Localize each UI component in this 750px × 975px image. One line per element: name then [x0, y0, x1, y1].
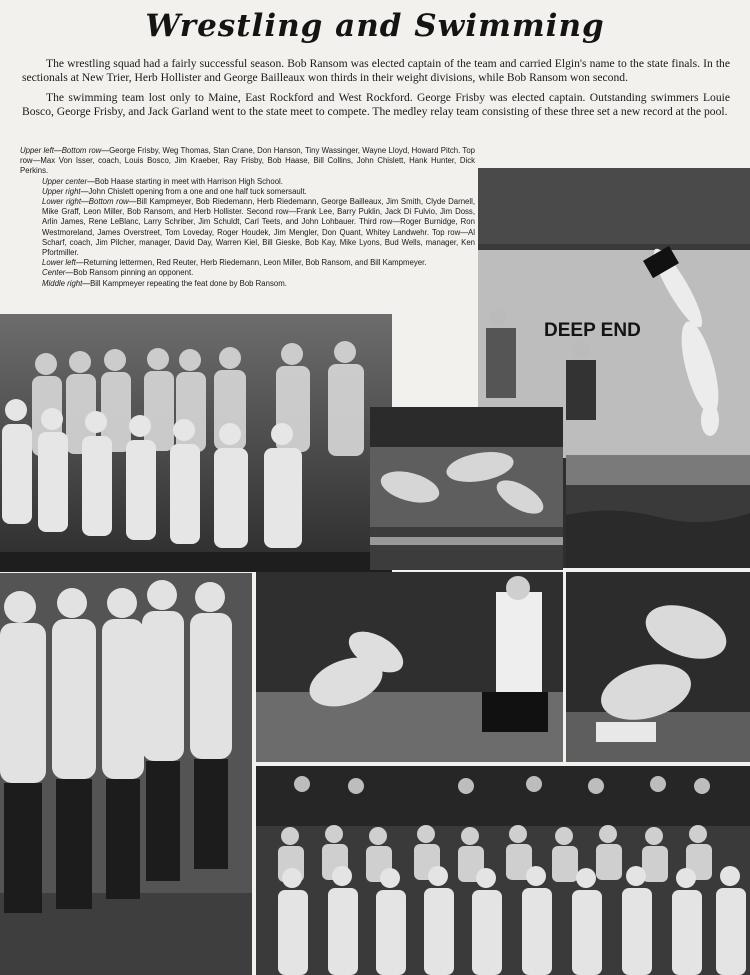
page-title: Wrestling and Swimming	[145, 8, 605, 44]
caption-text: Returning lettermen, Red Reuter, Herb Riedemann, Leon Miller, Bob Ransom, and Bill Kampmeyer.	[83, 258, 427, 268]
wrestling-paragraph: The wrestling squad had a fairly successful season. Bob Ransom was elected captain of the team and carried Elgin's name to the state finals. In the sectionals at New Trier, Herb Hollister and George Bailleaux won thirds in their weight divisions, while Bob Ransom won second.	[22, 57, 730, 84]
caption-label: Center—	[42, 268, 74, 278]
race-start-photo	[370, 407, 563, 570]
ransom-pin-photo	[256, 572, 563, 762]
body-text	[22, 57, 730, 125]
caption-lower-left	[20, 258, 475, 268]
lettermen-photo	[0, 573, 252, 975]
kampmeyer-pin-image	[566, 572, 750, 762]
deep-end-sign: DEEP END	[544, 320, 641, 341]
kampmeyer-pin-photo	[566, 572, 750, 762]
wrestling-team-photo	[256, 766, 750, 975]
pool-photo	[566, 455, 750, 568]
photo-captions	[20, 146, 475, 289]
caption-middle-right	[20, 279, 475, 289]
caption-text: John Chislett opening from a one and one half tuck somersault.	[88, 186, 307, 196]
caption-text: Bill Kampmeyer, Bob Riedemann, Herb Riedemann, George Bailleaux, Jim Smith, Clyde Darnell, Mike Graff, Leon Miller, Bob Ransom, and Herb Hollister. Second row—Frank Lee, Barry Puklin, Jack Di Fulvio, Jim Doss, Arlin James, Rene LeBlanc, Larry Schriber, Jim Schuldt, Carl Teets, and John Lohbauer. Third row—Roger Burnidge, Ron Westmoreland, James Overstreet, Tom Loveday, Roger Houdek, Jim Mengler, Don Quant, Whitey Landwehr. Top row—Al Scharf, coach, Jim Pilcher, manager, David Day, Warren Kiel, Bill Gieske, Bob Kay, Mike Lyons, Bud Wells, manager, Ken Pfortmiller.	[42, 197, 476, 258]
swim-team-image	[0, 314, 392, 572]
caption-upper-center	[20, 177, 475, 187]
caption-label: Upper right—	[42, 186, 89, 196]
caption-text: Bob Haase starting in meet with Harrison High School.	[94, 176, 283, 186]
caption-lower-right	[20, 197, 475, 258]
caption-upper-left	[20, 146, 475, 177]
swim-team-photo	[0, 314, 392, 572]
caption-upper-right	[20, 187, 475, 197]
caption-text: George Frisby, Weg Thomas, Stan Crane, Don Hanson, Tiny Wassinger, Wayne Lloyd, Howard Pitch. Top row—Max Von Isser, coach, Louis Bosco, Jim Kraeber, Ray Frisby, Bob Haase, Bill Collins, John Chislett, Hank Hunter, Dick Perkins.	[20, 146, 475, 176]
caption-label: Upper center—	[42, 176, 95, 186]
caption-label: Lower left—	[42, 258, 84, 268]
swimming-paragraph: The swimming team lost only to Maine, East Rockford and West Rockford. George Frisby was elected captain. Outstanding swimmers Louie Bosco, George Frisby, and Jack Garland went to the state meet to compete. The medley relay team consisting of these three set a new record at the pool.	[22, 91, 730, 118]
wrestling-team-image	[256, 766, 750, 975]
pool-image	[566, 455, 750, 568]
caption-label: Middle right—	[42, 278, 91, 288]
caption-text: Bill Kampmeyer repeating the feat done by Bob Ransom.	[90, 278, 287, 288]
caption-center	[20, 268, 475, 278]
caption-label: Upper left—Bottom row—	[20, 146, 110, 155]
lettermen-image	[0, 573, 252, 975]
caption-text: Bob Ransom pinning an opponent.	[73, 268, 194, 278]
ransom-pin-image	[256, 572, 563, 762]
race-start-image	[370, 407, 563, 570]
caption-label: Lower right—Bottom row—	[42, 197, 137, 207]
